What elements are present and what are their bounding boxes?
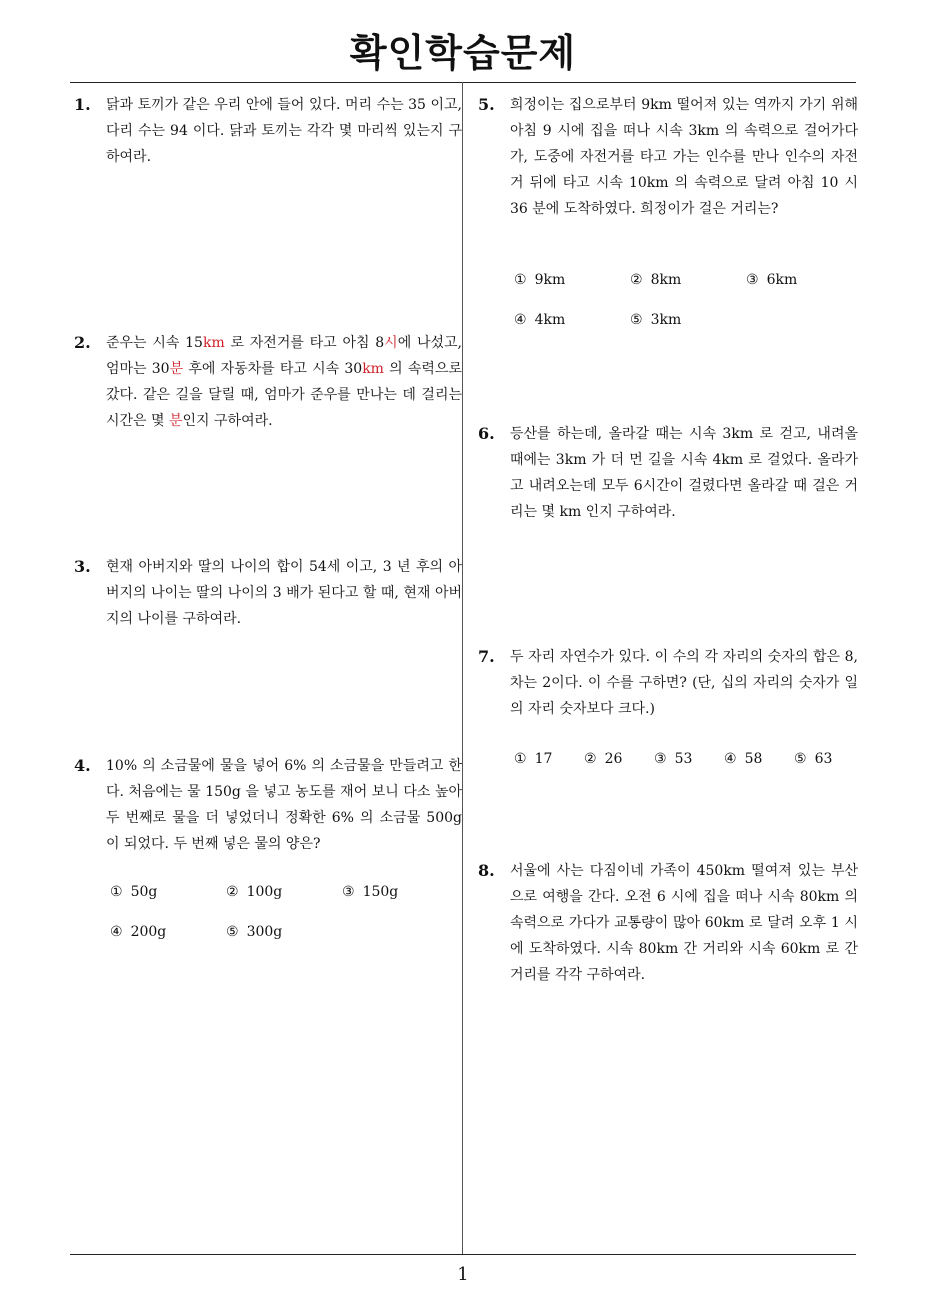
choice-1[interactable]: ① 50g <box>110 884 158 900</box>
question-1 <box>74 92 462 170</box>
column-divider <box>462 82 463 1254</box>
top-rule <box>70 82 856 83</box>
question-number: 5. <box>478 95 495 114</box>
question-number: 2. <box>74 333 91 352</box>
text-part: 인지 구하여라. <box>182 413 273 429</box>
choice-3[interactable]: ③ 53 <box>654 751 693 767</box>
choice-5[interactable]: ⑤ 63 <box>794 751 833 767</box>
question-number: 7. <box>478 647 495 666</box>
unit-highlight: 분 <box>169 413 183 429</box>
unit-highlight: km <box>362 361 384 377</box>
bottom-rule <box>70 1254 856 1255</box>
question-4 <box>74 753 462 857</box>
choice-3[interactable]: ③ 6km <box>746 272 798 288</box>
question-number: 6. <box>478 424 495 443</box>
choice-2[interactable]: ② 8km <box>630 272 682 288</box>
question-number: 8. <box>478 861 495 880</box>
choice-4[interactable]: ④ 200g <box>110 924 167 940</box>
question-number: 4. <box>74 756 91 775</box>
unit-highlight: km <box>202 335 225 351</box>
text-part: 후에 자동차를 타고 시속 30 <box>183 361 363 377</box>
question-6 <box>478 421 858 525</box>
question-3 <box>74 554 462 632</box>
question-text: 닭과 토끼가 같은 우리 안에 들어 있다. 머리 수는 35 이고, 다리 수는 94 이다. 닭과 토끼는 각각 몇 마리씩 있는지 구하여라. <box>106 97 462 165</box>
choice-1[interactable]: ① 9km <box>514 272 566 288</box>
choice-2[interactable]: ② 26 <box>584 751 623 767</box>
question-text: 두 자리 자연수가 있다. 이 수의 각 자리의 숫자의 합은 8, 차는 2이다. 이 수를 구하면? (단, 십의 자리의 숫자가 일의 자리 숫자보다 크다.) <box>510 649 858 717</box>
choice-4[interactable]: ④ 4km <box>514 312 566 328</box>
choice-5[interactable]: ⑤ 300g <box>226 924 283 940</box>
choice-4[interactable]: ④ 58 <box>724 751 763 767</box>
question-number: 3. <box>74 557 91 576</box>
unit-highlight: 분 <box>169 361 184 377</box>
choice-5[interactable]: ⑤ 3km <box>630 312 682 328</box>
question-text: 현재 아버지와 딸의 나이의 합이 54세 이고, 3 년 후의 아버지의 나이는 딸의 나이의 3 배가 된다고 할 때, 현재 아버지의 나이를 구하여라. <box>106 559 462 627</box>
question-number: 1. <box>74 95 91 114</box>
page-title: 확인학습문제 <box>349 31 577 75</box>
page-number: 1 <box>457 1264 469 1285</box>
choice-3[interactable]: ③ 150g <box>342 884 399 900</box>
question-7 <box>478 644 858 722</box>
question-text: 서울에 사는 다짐이네 가족이 450km 떨여져 있는 부산으로 여행을 간다. 오전 6 시에 집을 떠나 시속 80km 의 속력으로 가다가 교통량이 많아 60km 로 달려 오후 1 시에 도착하였다. 시속 80km 간 거리와 시속 60km 로 간 거리를 각각 구하여라. <box>510 863 858 983</box>
question-text: 10% 의 소금물에 물을 넣어 6% 의 소금물을 만들려고 한다. 처음에는 물 150g 을 넣고 농도를 재어 보니 다소 높아 두 번째로 물을 더 넣었더니 정확한 6% 의 소금물 500g 이 되었다. 두 번째 넣은 물의 양은? <box>106 758 462 852</box>
question-2 <box>74 330 463 434</box>
text-part: 에 나섰고, 엄마는 30 <box>106 335 463 377</box>
question-5 <box>478 92 858 222</box>
question-text <box>106 330 462 434</box>
text-part: 의 속력으로 갔다. 같은 길을 달릴 때, 엄마가 준우를 만나는 데 걸리는 시간은 몇 <box>106 361 462 429</box>
choice-2[interactable]: ② 100g <box>226 884 283 900</box>
question-8 <box>478 858 858 988</box>
question-text: 등산를 하는데, 올라갈 때는 시속 3km 로 걷고, 내려올 때에는 3km 가 더 먼 길을 시속 4km 로 걸었다. 올라가고 내려오는데 모두 6시간이 걸렸다면 올라갈 때 걸은 거리는 몇 km 인지 구하여라. <box>510 426 858 520</box>
question-text: 희정이는 집으로부터 9km 떨어져 있는 역까지 가기 위해 아침 9 시에 집을 떠나 시속 3km 의 속력으로 걸어가다가, 도중에 자전거를 타고 가는 인수를 만나 인수의 자전거 뒤에 타고 시속 10km 의 속력으로 달려 아침 10 시 36 분에 도착하였다. 희정이가 걸은 거리는? <box>510 97 858 217</box>
unit-highlight: 시 <box>384 335 398 351</box>
text-part: 로 자전거를 타고 아침 8 <box>224 335 385 351</box>
text-part: 준우는 시속 15 <box>106 335 203 351</box>
choice-1[interactable]: ① 17 <box>514 751 553 767</box>
